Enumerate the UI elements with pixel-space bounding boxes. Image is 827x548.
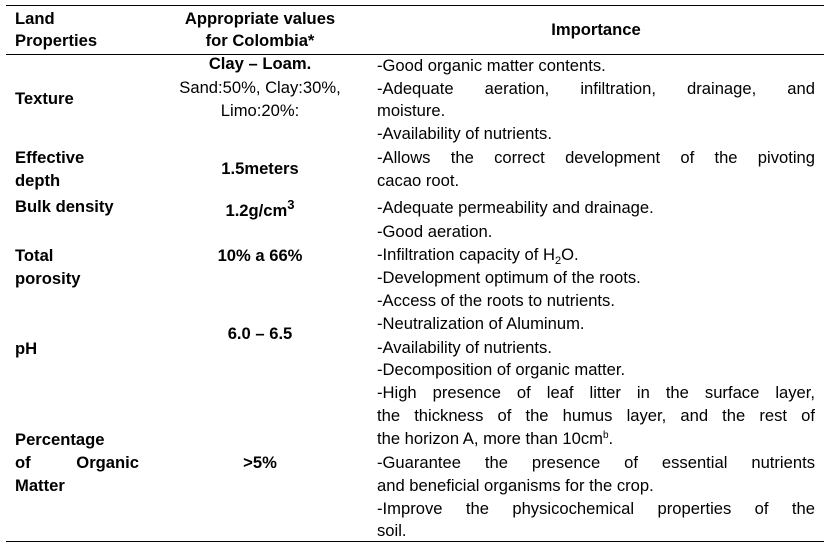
value-ph: 6.0 – 6.5 (227, 324, 293, 343)
value-total-porosity: 10% a 66% (217, 246, 303, 265)
property-organic-matter-word-organic: Organic (76, 453, 139, 472)
property-ph: pH (15, 339, 38, 358)
header-appropriate-values-line2: for Colombia* (205, 31, 315, 50)
importance-organic-matter-line2: the thickness of the humus layer, and the rest of (377, 406, 815, 425)
importance-effective-depth-line2: cacao root. (377, 171, 460, 190)
importance-organic-matter-line1: -High presence of leaf litter in the surface layer, (377, 383, 815, 402)
value-texture-detail-line1: Sand:50%, Clay:30%, (179, 78, 341, 97)
value-texture-detail-line2: Limo:20%: (220, 101, 300, 120)
importance-organic-matter-line4: -Guarantee the presence of essential nutrients (377, 453, 815, 472)
importance-organic-matter-footnote-b: b (602, 430, 609, 441)
importance-organic-matter-line3 (377, 427, 815, 451)
importance-ph-line1: -Neutralization of Aluminum. (377, 314, 585, 333)
property-bulk-density: Bulk density (15, 197, 114, 216)
table-top-rule (6, 5, 824, 6)
importance-organic-matter-period: . (608, 429, 614, 448)
importance-organic-matter-10cm: the horizon A, more than 10cm (377, 429, 603, 448)
importance-total-porosity-line1: -Good aeration. (377, 222, 493, 241)
importance-organic-matter-line7: soil. (377, 521, 407, 540)
property-total-porosity-line2: porosity (15, 269, 81, 288)
value-organic-matter: >5% (243, 453, 277, 472)
importance-porosity-h2o-subscript: 2 (555, 255, 562, 267)
importance-bulk-density-line1: -Adequate permeability and drainage. (377, 198, 654, 217)
importance-organic-matter-line6: -Improve the physicochemical properties of the (377, 499, 815, 518)
importance-total-porosity-line3: -Development optimum of the roots. (377, 268, 641, 287)
header-appropriate-values-line1: Appropriate values (184, 9, 336, 28)
header-land-properties-line2: Properties (15, 31, 98, 50)
importance-effective-depth-line1: -Allows the correct development of the pivoting (377, 148, 815, 167)
importance-texture-line3: moisture. (377, 101, 446, 120)
importance-texture-line1: -Good organic matter contents. (377, 56, 606, 75)
importance-ph-line3: -Decomposition of organic matter. (377, 360, 626, 379)
header-land-properties-line1: Land (15, 9, 55, 28)
value-bulk-density-text: 1.2g/cm (225, 201, 288, 220)
header-importance: Importance (551, 20, 641, 39)
property-organic-matter-word-of: of (15, 453, 31, 472)
property-effective-depth-line1: Effective (15, 148, 85, 167)
importance-porosity-h2o-prefix: -Infiltration capacity of H (377, 245, 555, 264)
value-bulk-density-exponent: 3 (287, 197, 295, 212)
importance-organic-matter-line5: and beneficial organisms for the crop. (377, 476, 654, 495)
property-texture: Texture (15, 89, 74, 108)
importance-ph-line2: -Availability of nutrients. (377, 338, 552, 357)
importance-texture-line2: -Adequate aeration, infiltration, drainage, and (377, 79, 815, 98)
importance-porosity-h2o-suffix: O. (561, 245, 579, 264)
value-effective-depth: 1.5meters (221, 159, 299, 178)
property-total-porosity-line1: Total (15, 246, 54, 265)
importance-total-porosity-line4: -Access of the roots to nutrients. (377, 291, 615, 310)
property-effective-depth-line2: depth (15, 171, 61, 190)
property-organic-matter-line2 (15, 451, 139, 475)
property-organic-matter-line3: Matter (15, 476, 65, 495)
property-organic-matter-line1: Percentage (15, 430, 105, 449)
importance-texture-line4: -Availability of nutrients. (377, 124, 552, 143)
value-bulk-density (150, 199, 370, 223)
value-texture-main: Clay – Loam. (208, 54, 312, 73)
